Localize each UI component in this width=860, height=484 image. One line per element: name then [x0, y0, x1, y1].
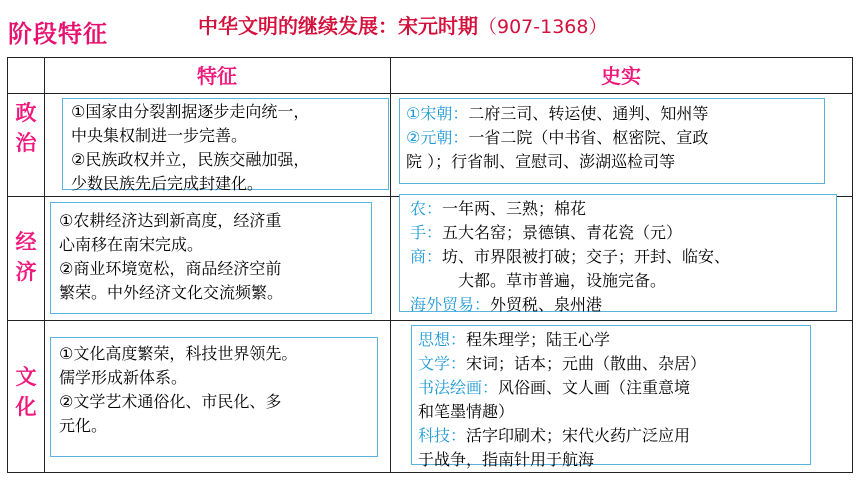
features-line: ①文化高度繁荣，科技世界领先。: [59, 344, 298, 363]
row-label-culture-char-1: 文: [15, 365, 37, 389]
fact-yuan-text: 一省二院（中书省、枢密院、宣政: [468, 128, 709, 147]
fact-literature: [418, 352, 810, 376]
row-label-politics-char-1: 政: [15, 101, 37, 125]
table-border-bottom: [7, 472, 853, 473]
features-line: 儒学形成新体系。: [59, 368, 188, 387]
row-label-culture-char-2: 化: [15, 395, 37, 419]
column-header-facts: 史实: [601, 64, 641, 88]
fact-commerce: [410, 245, 836, 269]
table-border-right: [852, 57, 853, 473]
table-col-divider-1: [44, 57, 45, 473]
fact-song: [406, 102, 824, 126]
table-border-left: [7, 57, 8, 473]
fact-commerce-cont: 大都。草市普遍，设施完备。: [458, 271, 667, 290]
row-label-economy: [9, 227, 43, 287]
economy-features-box: [50, 202, 372, 314]
fact-thought-key: 思想：: [418, 330, 467, 349]
culture-features-box: [50, 337, 378, 457]
main-title-text: 中华文明的继续发展：宋元时期: [198, 14, 478, 38]
row-label-politics: [9, 98, 43, 158]
fact-song-text: 二府三司、转运使、通判、知州等: [468, 104, 709, 123]
fact-handicraft-key: 手：: [410, 223, 443, 242]
fact-literature-text: 宋词；话本；元曲（散曲、杂居）: [466, 354, 707, 373]
column-header-features: 特征: [197, 64, 237, 88]
fact-agriculture-text: 一年两、三熟；棉花: [442, 199, 587, 218]
row-label-economy-char-2: 济: [15, 260, 37, 284]
politics-features-box: [62, 98, 389, 193]
fact-yuan: [406, 126, 824, 150]
fact-calligraphy-key: 书法绘画：: [418, 378, 499, 397]
fact-technology-text: 活字印刷术；宋代火药广泛应用: [466, 426, 691, 445]
features-line: ②民族政权并立，民族交融加强，: [71, 150, 310, 169]
table-border-top: [7, 57, 853, 58]
fact-technology-key: 科技：: [418, 426, 467, 445]
row-label-economy-char-1: 经: [15, 230, 37, 254]
fact-commerce-text: 坊、市界限被打破；交子；开封、临安、: [442, 247, 731, 266]
features-line: 心南移在南宋完成。: [59, 235, 204, 254]
fact-calligraphy-text: 风俗画、文人画（注重意境: [498, 378, 691, 397]
features-line: 繁荣。中外经济文化交流频繁。: [59, 283, 284, 302]
fact-overseas-trade-key: 海外贸易：: [410, 295, 491, 314]
fact-commerce-key: 商：: [410, 247, 443, 266]
culture-facts-box: [411, 325, 811, 469]
table-header-divider: [7, 93, 853, 94]
economy-facts-box: [399, 194, 837, 312]
main-title: [198, 10, 607, 39]
table-col-divider-2: [390, 57, 391, 473]
fact-technology: [418, 424, 810, 448]
fact-handicraft: [410, 221, 836, 245]
row-label-culture: [9, 362, 43, 422]
main-title-years: （907-1368）: [478, 16, 608, 38]
features-line: ②文学艺术通俗化、市民化、多: [59, 392, 282, 411]
fact-thought: [418, 328, 810, 352]
fact-yuan-cont: 院 ）；行省制、宣慰司、澎湖巡检司等: [406, 152, 676, 171]
fact-overseas-trade: [410, 293, 836, 317]
table-row-divider-2: [7, 320, 853, 321]
fact-yuan-key: ②元朝：: [406, 128, 469, 147]
fact-technology-cont: 于战争，指南针用于航海: [418, 450, 595, 469]
fact-thought-text: 程朱理学；陆王心学: [466, 330, 611, 349]
fact-calligraphy: [418, 376, 810, 400]
features-line: ②商业环境宽松，商品经济空前: [59, 259, 282, 278]
fact-literature-key: 文学：: [418, 354, 467, 373]
fact-overseas-trade-text: 外贸税、泉州港: [490, 295, 603, 314]
fact-agriculture: [410, 197, 836, 221]
features-line: ①农耕经济达到新高度，经济重: [59, 211, 282, 230]
fact-handicraft-text: 五大名窑；景德镇、青花瓷（元）: [442, 223, 683, 242]
politics-facts-box: [399, 98, 825, 184]
features-line: 中央集权制进一步完善。: [71, 126, 248, 145]
features-line: ①国家由分裂割据逐步走向统一，: [71, 102, 310, 121]
features-line: 少数民族先后完成封建化。: [71, 174, 264, 193]
stage-title: 阶段特征: [8, 20, 108, 48]
fact-calligraphy-cont: 和笔墨情趣）: [418, 402, 515, 421]
row-label-politics-char-2: 治: [15, 131, 37, 155]
fact-agriculture-key: 农：: [410, 199, 443, 218]
features-line: 元化。: [59, 416, 108, 435]
fact-song-key: ①宋朝：: [406, 104, 469, 123]
